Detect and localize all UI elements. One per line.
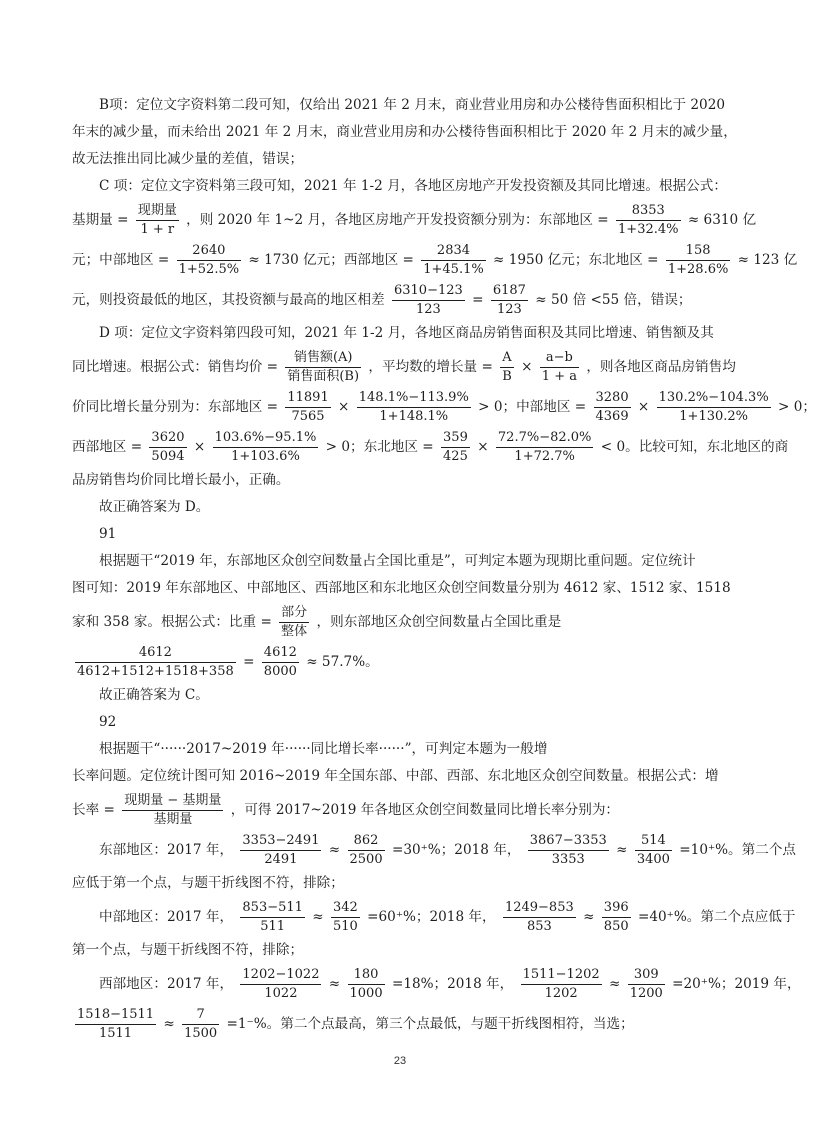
- formula-line: [72, 602, 737, 642]
- text-run: 元；中部地区 =: [72, 252, 170, 268]
- fraction-denominator: 基期量: [153, 812, 193, 827]
- fraction-numerator: 309: [628, 967, 665, 985]
- formula-line: [72, 200, 757, 240]
- fraction-denominator: 8000: [263, 664, 297, 679]
- fraction: [331, 900, 360, 935]
- fraction-numerator: 1511−1202: [521, 967, 602, 985]
- formula-line: [72, 387, 816, 427]
- fraction-denominator: 425: [443, 449, 468, 464]
- text-run: ×: [477, 439, 489, 455]
- fraction: [213, 430, 319, 465]
- fraction-numerator: 130.2%−104.3%: [657, 390, 771, 408]
- fraction-denominator: 7565: [291, 409, 325, 424]
- text-run: 元，则投资最低的地区，其投资额与最高的地区相差: [72, 292, 385, 308]
- fraction-numerator: 销售额(A): [285, 350, 361, 368]
- fraction: [285, 390, 330, 425]
- text-line: 图可知：2019 年东部地区、中部地区、西部地区和东北地区众创空间数量分别为 4612 家、1512 家、1518: [72, 580, 731, 596]
- text-run: ≈ 123 亿: [737, 252, 798, 268]
- fraction: [602, 900, 631, 935]
- text-run: 家和 358 家。根据公式：比重 =: [72, 614, 272, 630]
- fraction: [149, 430, 186, 465]
- fraction-numerator: 3353−2491: [240, 833, 321, 851]
- fraction: [240, 833, 321, 868]
- text-run: 长率 =: [72, 802, 115, 818]
- fraction: [177, 243, 241, 278]
- text-run: ≈ 6310 亿: [687, 212, 757, 228]
- fraction-numerator: 4612: [262, 645, 299, 663]
- fraction: [491, 283, 528, 318]
- text-run: 西部地区 =: [72, 439, 143, 455]
- text-run: =1⁻%。第二个点最高，第三个点最低，与题干折线图相符，当选；: [226, 1016, 634, 1032]
- fraction-numerator: 2640: [177, 243, 241, 261]
- fraction-numerator: 72.7%−82.0%: [496, 430, 594, 448]
- formula-line: [72, 280, 737, 320]
- fraction: [441, 430, 470, 465]
- text-line: 根据题干“······2017~2019 年······同比增长率······”，可判定本题为一般增: [99, 741, 548, 757]
- fraction: [262, 645, 299, 680]
- fraction-denominator: 1000: [349, 986, 383, 1001]
- fraction-denominator: 1+148.1%: [379, 409, 449, 424]
- text-line: B项：定位文字资料第二段可知，仅给出 2021 年 2 月末，商业营业用房和办公楼待售面积相比于 2020: [99, 97, 725, 113]
- text-run: 中部地区：2017 年，: [99, 909, 234, 925]
- question-number: 91: [99, 526, 117, 542]
- fraction-denominator: 4369: [595, 409, 629, 424]
- text-line: D 项：定位文字资料第四段可知，2021 年 1-2 月，各地区商品房销售面积及其同比增速、销售额及其: [99, 325, 714, 341]
- text-line: 应低于第一个点，与题干折线图不符，排除；: [72, 875, 344, 891]
- fraction-denominator: 1+45.1%: [423, 262, 484, 277]
- fraction-denominator: 850: [603, 919, 629, 934]
- fraction: [594, 390, 631, 425]
- text-run: ≈: [608, 976, 621, 992]
- answer-line: 故正确答案为 D。: [99, 499, 210, 515]
- page-body: [72, 92, 816, 1044]
- fraction-numerator: 1202−1022: [240, 967, 321, 985]
- text-run: =40⁺%。第二个点应低于: [637, 909, 796, 925]
- fraction: [616, 203, 680, 238]
- fraction-denominator: 3400: [636, 852, 670, 867]
- text-run: ≈: [163, 1016, 175, 1032]
- text-run: 东部地区：2017 年，: [99, 842, 234, 858]
- text-line: 年末的减少量，而未给出 2021 年 2 月末，商业营业用房和办公楼待售面积相比于 2020 年 2 月末的减少量，: [72, 124, 737, 140]
- fraction: [392, 283, 465, 318]
- fraction: [521, 967, 602, 1002]
- fraction: [240, 900, 305, 935]
- text-line: 品房销售均价同比增长最小，正确。: [72, 472, 290, 488]
- text-run: ≈: [328, 842, 341, 858]
- text-run: ×: [521, 359, 533, 375]
- formula-line: [72, 1004, 737, 1044]
- fraction-numerator: 359: [441, 430, 470, 448]
- fraction-numerator: 1249−853: [503, 900, 576, 918]
- fraction-denominator: 1+103.6%: [231, 449, 300, 464]
- formula-line: [72, 427, 789, 467]
- text-run: ≈: [616, 842, 628, 858]
- answer-line: 故正确答案为 C。: [99, 687, 209, 703]
- text-run: =18%；2018 年，: [391, 976, 514, 992]
- text-run: =10⁺%。第二个点: [679, 842, 797, 858]
- fraction-denominator: 1+32.4%: [618, 222, 679, 237]
- fraction-denominator: 123: [415, 302, 441, 317]
- text-run: =30⁺%；2018 年，: [391, 842, 521, 858]
- text-run: ≈: [583, 909, 595, 925]
- fraction: [348, 833, 385, 868]
- text-run: ×: [193, 439, 206, 455]
- text-line: 根据题干“2019 年，东部地区众创空间数量占全国比重是”，可判定本题为现期比重问题。定位统计: [99, 553, 696, 569]
- fraction: [285, 350, 361, 385]
- text-run: =: [472, 292, 484, 308]
- fraction-numerator: A: [500, 350, 514, 368]
- text-run: ，则各地区商品房销售均: [586, 359, 736, 375]
- fraction-denominator: B: [502, 369, 512, 384]
- page-number: 23: [393, 1055, 407, 1067]
- text-run: 西部地区：2017 年，: [99, 976, 234, 992]
- fraction-denominator: 1+52.5%: [178, 262, 240, 277]
- fraction-denominator: 4612+1512+1518+358: [77, 664, 234, 679]
- text-run: 同比增速。根据公式：销售均价 =: [72, 359, 279, 375]
- text-run: ≈ 50 倍 <55 倍，错误；: [535, 292, 692, 308]
- fraction-numerator: 158: [666, 243, 730, 261]
- text-run: > 0；东北地区 =: [325, 439, 434, 455]
- fraction-numerator: a−b: [540, 350, 579, 368]
- fraction: [635, 833, 672, 868]
- fraction-denominator: 1202: [544, 986, 578, 1001]
- fraction: [182, 1007, 219, 1042]
- fraction: [528, 833, 609, 868]
- fraction-numerator: 6310−123: [392, 283, 465, 301]
- text-line: 第一个点，与题干折线图不符，排除；: [72, 942, 304, 958]
- fraction: [666, 243, 730, 278]
- text-run: ×: [637, 399, 650, 415]
- fraction: [421, 243, 485, 278]
- text-run: < 0。比较可知，东北地区的商: [600, 439, 789, 455]
- fraction-denominator: 1+28.6%: [667, 262, 729, 277]
- text-run: ，平均数的增长量 =: [368, 359, 493, 375]
- fraction-denominator: 整体: [281, 624, 308, 639]
- fraction: [136, 203, 179, 238]
- fraction-denominator: 2491: [264, 852, 298, 867]
- fraction-numerator: 11891: [285, 390, 330, 408]
- fraction-denominator: 1500: [184, 1026, 218, 1041]
- fraction-denominator: 1+130.2%: [679, 409, 749, 424]
- fraction-numerator: 3280: [594, 390, 631, 408]
- text-run: ≈: [312, 909, 324, 925]
- fraction-denominator: 2500: [349, 852, 383, 867]
- fraction-denominator: 1022: [264, 986, 298, 1001]
- fraction-numerator: 现期量: [136, 203, 179, 221]
- fraction: [540, 350, 579, 385]
- fraction-denominator: 1 + a: [541, 369, 577, 384]
- text-run: > 0；: [778, 399, 816, 415]
- fraction-denominator: 5094: [151, 449, 185, 464]
- formula-line: [72, 347, 737, 387]
- fraction: [75, 1007, 156, 1042]
- fraction-denominator: 511: [260, 919, 286, 934]
- fraction: [357, 390, 471, 425]
- fraction-denominator: 510: [332, 919, 358, 934]
- fraction-denominator: 123: [496, 302, 522, 317]
- text-line: 故无法推出同比减少量的差值，错误；: [72, 151, 304, 167]
- formula-line: [72, 964, 801, 1004]
- fraction-numerator: 853−511: [240, 900, 305, 918]
- text-run: ≈ 1950 亿元；东北地区 =: [493, 252, 659, 268]
- fraction-numerator: 6187: [491, 283, 528, 301]
- text-run: =60⁺%；2018 年，: [367, 909, 496, 925]
- fraction-numerator: 514: [635, 833, 672, 851]
- fraction: [503, 900, 576, 935]
- fraction-numerator: 4612: [75, 645, 236, 663]
- fraction: [628, 967, 665, 1002]
- question-number: 92: [99, 714, 117, 730]
- formula-line: [72, 240, 798, 280]
- text-run: 基期量 =: [72, 212, 129, 228]
- fraction-numerator: 2834: [421, 243, 485, 261]
- fraction: [500, 350, 514, 385]
- text-run: 价同比增长量分别为：东部地区 =: [72, 399, 279, 415]
- fraction: [75, 645, 236, 680]
- fraction-denominator: 1200: [629, 986, 663, 1001]
- text-run: ，则 2020 年 1~2 月，各地区房地产开发投资额分别为：东部地区 =: [186, 212, 609, 228]
- text-line: C 项：定位文字资料第三段可知，2021 年 1-2 月，各地区房地产开发投资额及其同比增速。根据公式：: [99, 178, 727, 194]
- text-run: ≈ 57.7%。: [306, 654, 379, 670]
- fraction-denominator: 1 + r: [140, 222, 175, 237]
- fraction: [496, 430, 594, 465]
- fraction-numerator: 部分: [279, 605, 309, 623]
- text-run: =: [243, 654, 255, 670]
- text-run: ≈ 1730 亿元；西部地区 =: [248, 252, 414, 268]
- fraction: [279, 605, 309, 640]
- formula-line: [72, 897, 796, 937]
- text-run: =20⁺%；2019 年，: [672, 976, 801, 992]
- fraction-denominator: 853: [526, 919, 552, 934]
- fraction: [348, 967, 385, 1002]
- fraction: [657, 390, 771, 425]
- fraction-denominator: 1+72.7%: [514, 449, 575, 464]
- fraction-numerator: 7: [182, 1007, 219, 1025]
- text-run: ×: [338, 399, 350, 415]
- fraction-numerator: 180: [348, 967, 385, 985]
- fraction-numerator: 3620: [149, 430, 186, 448]
- fraction-denominator: 3353: [551, 852, 585, 867]
- fraction-denominator: 销售面积(B): [287, 369, 360, 384]
- text-run: ≈: [328, 976, 341, 992]
- text-line: 长率问题。定位统计图可知 2016~2019 年全国东部、中部、西部、东北地区众创空间数量。根据公式：增: [72, 768, 719, 784]
- fraction-numerator: 103.6%−95.1%: [213, 430, 319, 448]
- fraction: [122, 793, 223, 828]
- formula-line: [72, 642, 737, 682]
- fraction-numerator: 8353: [616, 203, 680, 221]
- fraction-numerator: 396: [602, 900, 631, 918]
- fraction-denominator: 1511: [98, 1026, 133, 1041]
- formula-line: [72, 790, 737, 830]
- text-run: ，可得 2017~2019 年各地区众创空间数量同比增长率分别为：: [230, 802, 620, 818]
- fraction: [240, 967, 321, 1002]
- fraction-numerator: 现期量 − 基期量: [122, 793, 223, 811]
- fraction-numerator: 1518−1511: [75, 1007, 156, 1025]
- fraction-numerator: 3867−3353: [528, 833, 609, 851]
- fraction-numerator: 862: [348, 833, 385, 851]
- fraction-numerator: 342: [331, 900, 360, 918]
- text-run: > 0；中部地区 =: [478, 399, 587, 415]
- fraction-numerator: 148.1%−113.9%: [357, 390, 471, 408]
- text-run: ，则东部地区众创空间数量占全国比重是: [316, 614, 562, 630]
- formula-line: [72, 830, 797, 870]
